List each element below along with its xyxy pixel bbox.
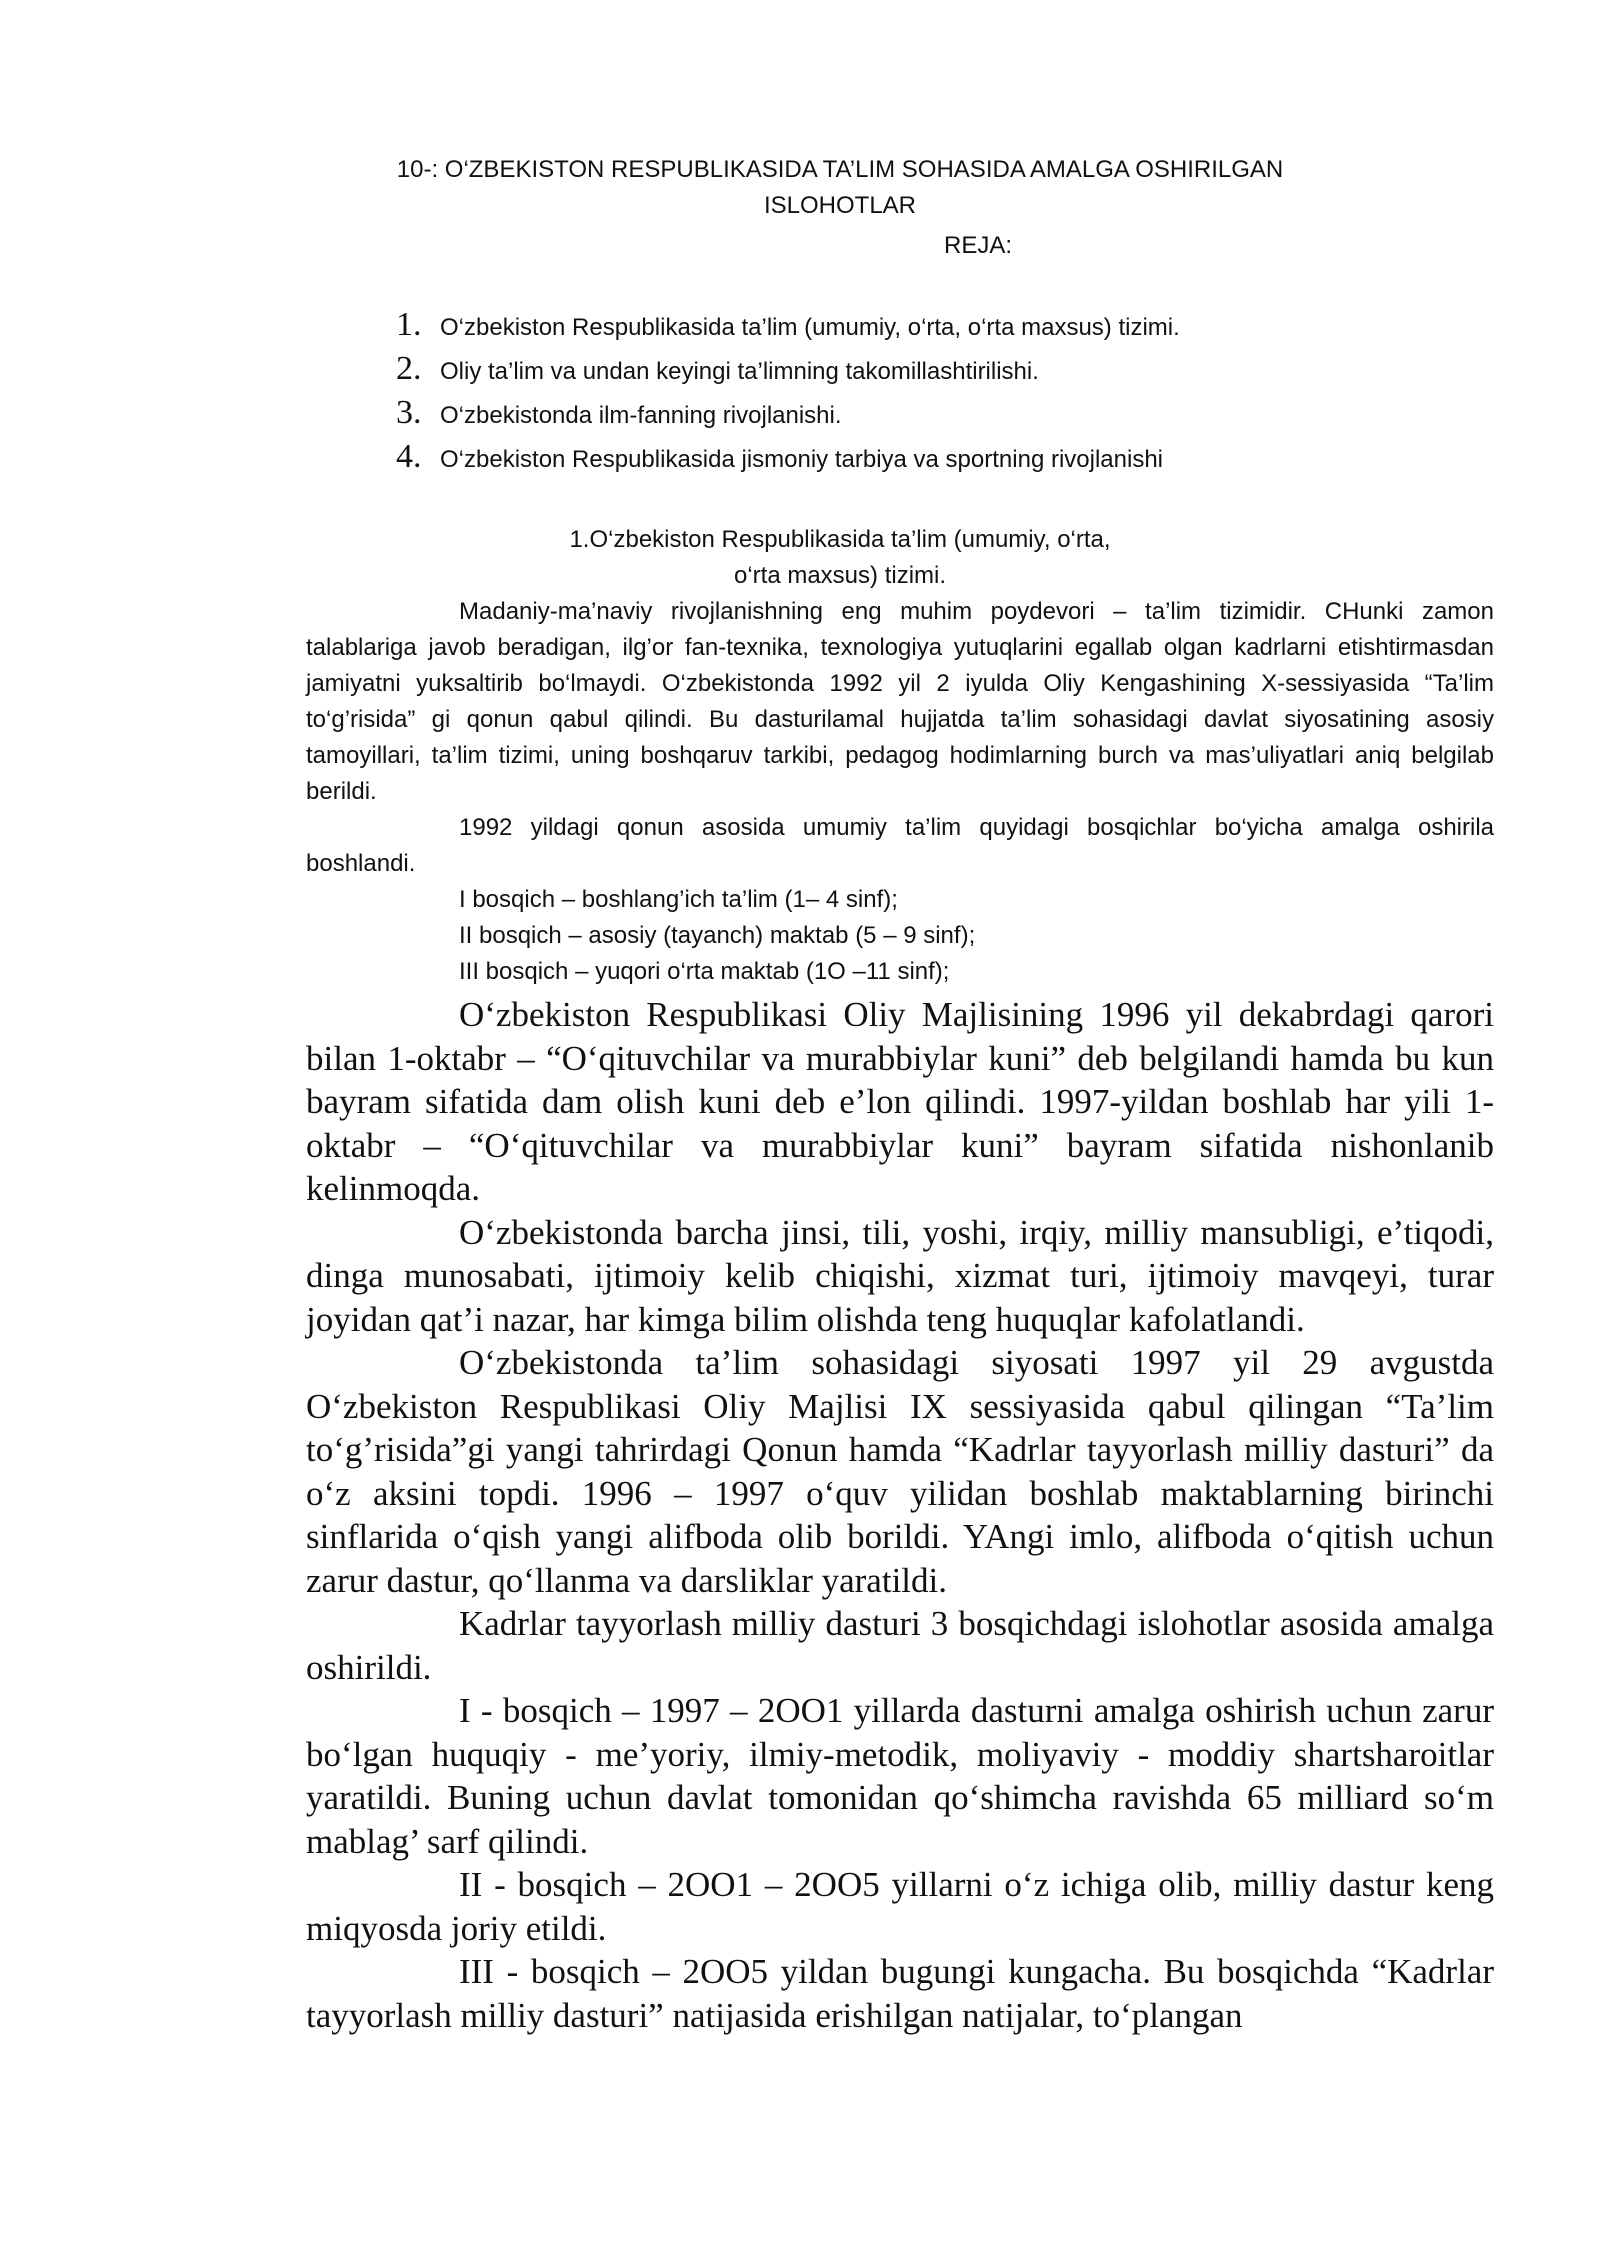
paragraph: I - bosqich – 1997 – 2OO1 yillarda dasturni amalga oshirish uchun zarur bo‘lgan huquqiy - me’yoriy, ilmiy-metodik, moliyaviy - moddiy shartsharoitlar yaratildi. Buning uchun davlat tomonidan qo‘shimcha ravishda 65 milliard so‘m mablag’ sarf qilindi. (306, 1691, 1494, 1861)
paragraph: O‘zbekistonda ta’lim sohasidagi siyosati 1997 yil 29 avgustda O‘zbekiston Respublikasi Oliy Majlisi IX sessiyasida qabul qilingan “Ta’lim to‘g’risida”gi yangi tahrirdagi Qonun hamda “Kadrlar tayyorlash milliy dasturi” da o‘z aksini topdi. 1996 – 1997 o‘quv yilidan boshlab maktablarning birinchi sinflarida o‘qish yangi alifboda olib borildi. YAngi imlo, alifboda o‘qitish uchun zarur dastur, qo‘llanma va darsliklar yaratildi. (306, 1343, 1494, 1600)
section-heading-line-1: 1.O‘zbekiston Respublikasida ta’lim (umumiy, o‘rta, (569, 526, 1111, 553)
plan-item (396, 394, 1180, 438)
plan-item-text: O‘zbekiston Respublikasida jismoniy tarbiya va sportning rivojlanishi (440, 446, 1163, 473)
plan-item (396, 306, 1180, 350)
plan-label: REJA: (944, 232, 1013, 259)
plan-item-text: O‘zbekistonda ilm-fanning rivojlanishi. (440, 402, 842, 429)
title-line-2: ISLOHOTLAR (763, 192, 917, 219)
paragraph: II - bosqich – 2OO1 – 2OO5 yillarni o‘z ichiga olib, milliy dastur keng miqyosda joriy etildi. (306, 1865, 1494, 1948)
paragraph: Kadrlar tayyorlash milliy dasturi 3 bosqichdagi islohotlar asosida amalga oshirildi. (306, 1604, 1494, 1687)
plan-item-number: 2. (396, 350, 422, 387)
intro-text-block (306, 594, 1494, 990)
paragraph: O‘zbekiston Respublikasi Oliy Majlisining 1996 yil dekabrdagi qarori bilan 1-oktabr – “O‘qituvchilar va murabbiylar kuni” deb belgilandi hamda bu kun bayram sifatida dam olish kuni deb e’lon qilindi. 1997-yildan boshlab har yili 1-oktabr – “O‘qituvchilar va murabbiylar kuni” bayram sifatida nishonlanib kelinmoqda. (306, 995, 1494, 1208)
plan-item-text: Oliy ta’lim va undan keyingi ta’limning takomillashtirilishi. (440, 358, 1039, 385)
section-heading (420, 522, 1260, 594)
plan-list (396, 306, 1180, 482)
plan-item (396, 350, 1180, 394)
plan-item (396, 438, 1180, 482)
stage-line: III bosqich – yuqori o‘rta maktab (1O –11 sinf); (459, 958, 950, 985)
paragraph: O‘zbekistonda barcha jinsi, tili, yoshi, irqiy, milliy mansubligi, e’tiqodi, dinga munosabati, ijtimoiy kelib chiqishi, xizmat turi, ijtimoiy mavqeyi, turar joyidan qat’i nazar, har kimga bilim olishda teng huquqlar kafolatlandi. (306, 1212, 1494, 1339)
plan-item-text: O‘zbekiston Respublikasida ta’lim (umumiy, o‘rta, o‘rta maxsus) tizimi. (440, 314, 1180, 341)
title-line-1: 10-: O‘ZBEKISTON RESPUBLIKASIDA TA’LIM SOHASIDA AMALGA OSHIRILGAN (396, 156, 1284, 183)
document-title (300, 152, 1380, 224)
paragraph: 1992 yildagi qonun asosida umumiy ta’lim quyidagi bosqichlar bo‘yicha amalga oshirila boshlandi. (306, 814, 1494, 877)
paragraph: III - bosqich – 2OO5 yildan bugungi kungacha. Bu bosqichda “Kadrlar tayyorlash milliy dasturi” natijasida erishilgan natijalar, to‘plangan (306, 1952, 1494, 2035)
plan-item-number: 3. (396, 394, 422, 431)
plan-item-number: 1. (396, 306, 422, 343)
plan-item-number: 4. (396, 438, 422, 475)
paragraph: Madaniy-ma’naviy rivojlanishning eng muhim poydevori – ta’lim tizimidir. CHunki zamon talablariga javob beradigan, ilg’or fan-texnika, texnologiya yutuqlarini egallab olgan kadrlarni etishtirmasdan jamiyatni yuksaltirib bo‘lmaydi. O‘zbekistonda 1992 yil 2 iyulda Oliy Kengashining X-sessiyasida “Ta’lim to‘g’risida” gi qonun qabul qilindi. Bu dasturilamal hujjatda ta’lim sohasidagi davlat siyosatining asosiy tamoyillari, ta’lim tizimi, uning boshqaruv tarkibi, pedagog hodimlarning burch va mas’uliyatlari aniq belgilab berildi. (306, 598, 1494, 805)
main-text-block (306, 993, 1494, 2037)
section-heading-line-2: o‘rta maxsus) tizimi. (733, 562, 947, 589)
stage-line: II bosqich – asosiy (tayanch) maktab (5 – 9 sinf); (459, 922, 976, 949)
stage-line: I bosqich – boshlang’ich ta’lim (1– 4 sinf); (459, 886, 898, 913)
